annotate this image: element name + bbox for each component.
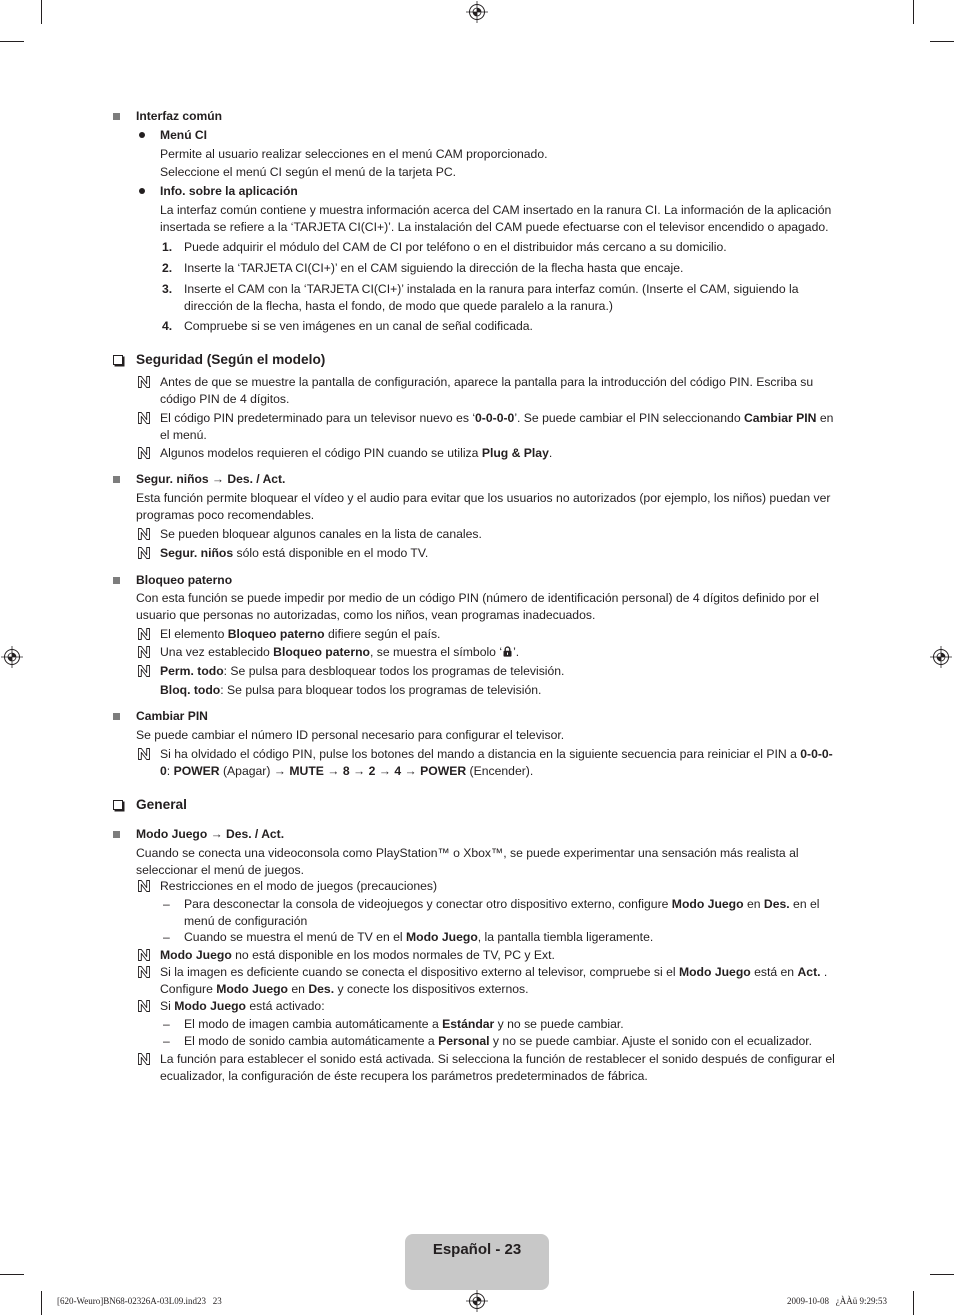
note-text (160, 527, 482, 541)
step-text: Puede adquirir el módulo del CAM de CI por teléfono o en el distribuidor más cercano a su domicilio. (184, 240, 727, 254)
segur-ninos-label: Segur. niños → Des. / Act. (136, 472, 286, 486)
text-run: está en (750, 965, 798, 979)
note-icon (137, 747, 151, 761)
page-number-label: Español - 23 (432, 1241, 522, 1258)
seguridad-heading (0, 352, 838, 369)
note-item (0, 964, 838, 997)
text-run: Una vez establecido (160, 645, 274, 659)
bold-term: 0-0-0-0 (475, 411, 515, 425)
bold-term: Personal (438, 1034, 490, 1048)
bold-term: Modo Juego (678, 965, 751, 979)
bold-term: Modo Juego (160, 948, 232, 962)
square-bullet-icon (113, 476, 120, 483)
bold-term: Modo Juego (671, 897, 744, 911)
text-run: en el menú de configuración (184, 897, 820, 928)
bold-term: Bloq. todo (160, 683, 221, 697)
page-number-tab (405, 1234, 549, 1290)
cambiar-pin-label: Cambiar PIN (136, 709, 208, 723)
bold-term: MUTE (289, 763, 324, 778)
segur-ninos-title (0, 471, 838, 488)
text-run: y no se puede cambiar. (494, 1017, 624, 1031)
step-item (0, 260, 838, 277)
note-text (160, 965, 827, 996)
text-run: El modo de imagen cambia automáticamente a (184, 1017, 443, 1031)
text-run: no está disponible en los modos normales de TV, PC y Ext. (231, 948, 555, 962)
bold-term: 8 (342, 763, 350, 778)
crop-mark-top-left-h (0, 41, 24, 42)
text-run: Cuando se muestra el menú de TV en el (184, 930, 406, 944)
crop-mark-bottom-left-h (0, 1274, 24, 1275)
note-icon (137, 948, 151, 962)
note-text: La función para establecer el sonido está activada. Si selecciona la función de restablecer el sonido después de configurar el ecualizador, la configuración de éste recupera los parámetros predeterminados de fábrica. (160, 1052, 835, 1083)
info-app-label: Info. sobre la aplicación (160, 184, 298, 198)
bold-term: POWER (173, 763, 220, 778)
bold-term: Bloqueo paterno (273, 645, 370, 659)
dash-text (184, 930, 653, 944)
note-icon (137, 411, 151, 425)
bold-term: Estándar (442, 1017, 495, 1031)
text-run: El modo de sonido cambia automáticamente a (184, 1034, 439, 1048)
crop-mark-bottom-left-v (41, 1291, 42, 1315)
crop-mark-bottom-right-v (913, 1291, 914, 1315)
menu-ci-text-2: Seleccione el menú CI según el menú de la tarjeta PC. (160, 165, 457, 179)
note-item (0, 947, 838, 964)
registration-mark-bottom (465, 1289, 489, 1315)
step-number: 3. (162, 282, 173, 296)
note-item (0, 626, 838, 643)
info-app-text: La interfaz común contiene y muestra información acerca del CAM insertado en la ranura CI. La información de la aplicación insertada se refiere a la ‘TARJETA CI(CI+)’. La instalación del CAM puede efectuarse con el televisor encendido o apagado. (160, 203, 832, 234)
step-number: 4. (162, 319, 173, 333)
note-item (0, 526, 838, 543)
note-icon (137, 527, 151, 541)
text-run: en (288, 981, 309, 996)
seguridad-heading-label: Seguridad (Según el modelo) (136, 352, 326, 367)
text-run: → (323, 763, 343, 778)
text-run: en el menú. (160, 411, 834, 442)
checkbox-icon (113, 355, 123, 365)
bold-term: Perm. todo (160, 664, 224, 678)
lock-icon (503, 646, 512, 657)
dash-marker: – (163, 897, 170, 911)
text-run: El elemento (160, 627, 228, 641)
modo-juego-text: Cuando se conecta una videoconsola como PlayStation™ o Xbox™, se puede experimentar una sensación más realista al seleccionar el menú de juegos. (136, 846, 799, 877)
dash-item (0, 896, 838, 929)
note-text (160, 627, 440, 641)
text-run: sólo está disponible en el modo TV. (233, 546, 429, 560)
registration-mark-top (465, 0, 489, 29)
crop-mark-top-right-v (913, 0, 914, 24)
menu-ci-text-1: Permite al usuario realizar selecciones en el menú CAM proporcionado. (160, 147, 548, 161)
dash-marker: – (163, 1017, 170, 1031)
text-run: Si la imagen es deficiente cuando se conecta el dispositivo externo al televisor, compruebe si el (160, 965, 679, 979)
modo-juego-title (0, 826, 838, 843)
info-app-title (0, 183, 838, 200)
dash-text (184, 1034, 812, 1048)
note-text (160, 446, 552, 460)
note-icon (137, 375, 151, 389)
text-run: , la pantalla tiembla ligeramente. (477, 930, 654, 944)
bold-term: 2 (368, 763, 376, 778)
note-icon (137, 965, 151, 979)
dash-item (0, 929, 838, 946)
note-icon (137, 546, 151, 560)
text-run: en (743, 897, 764, 911)
bold-term: Segur. niños (160, 546, 234, 560)
text-run: difiere según el país. (324, 627, 441, 641)
dash-item (0, 1016, 838, 1033)
crop-mark-bottom-right-h (930, 1274, 954, 1275)
modo-juego-label: Modo Juego → Des. / Act. (136, 827, 285, 841)
text-run: : Se pulsa para desbloquear todos los programas de televisión. (223, 664, 565, 678)
note-icon (137, 627, 151, 641)
text-run: . (548, 446, 553, 460)
note-item (0, 878, 838, 895)
step-item (0, 239, 838, 256)
text-run: (Encender). (466, 763, 534, 778)
square-bullet-icon (113, 713, 120, 720)
dash-marker: – (163, 1034, 170, 1048)
menu-ci-label: Menú CI (160, 128, 208, 142)
menu-ci-title (0, 127, 838, 144)
dot-bullet-icon (139, 132, 145, 138)
bloqueo-paterno-text: Con esta función se puede impedir por medio de un código PIN (número de identificación personal) de 4 dígitos definido por el usuario que personas no autorizadas, como los niños, vean programas inadecuados. (136, 591, 819, 622)
step-text: Compruebe si se ven imágenes en un canal de señal codificada. (184, 319, 533, 333)
bold-term: Modo Juego (216, 981, 288, 996)
cambiar-pin-text: Se puede cambiar el número ID personal necesario para configurar el televisor. (136, 728, 565, 742)
note-text (160, 546, 428, 560)
bold-term: Des. (308, 981, 335, 996)
dash-text (184, 1017, 624, 1031)
text-run: y no se puede cambiar. Ajuste el sonido con el ecualizador. (489, 1034, 813, 1048)
crop-mark-top-left-v (41, 0, 42, 24)
square-bullet-icon (113, 831, 120, 838)
step-item (0, 318, 838, 335)
note-item (0, 410, 838, 443)
dash-text (184, 897, 819, 928)
step-number: 2. (162, 261, 173, 275)
note-item (0, 663, 838, 680)
interfaz-comun-title (0, 108, 838, 125)
text-run: → (349, 763, 369, 778)
text-run: El código PIN predeterminado para un televisor nuevo es ‘ (160, 411, 476, 425)
interfaz-comun-label: Interfaz común (136, 109, 223, 123)
dash-marker: – (163, 930, 170, 944)
note-icon (137, 879, 151, 893)
square-bullet-icon (113, 577, 120, 584)
text-run: Algunos modelos requieren el código PIN cuando se utiliza (160, 446, 482, 460)
note-item (0, 1051, 838, 1084)
note-text (160, 999, 325, 1013)
step-item (0, 281, 838, 314)
note-item (0, 746, 838, 779)
crop-mark-top-right-h (930, 41, 954, 42)
bloqueo-paterno-label: Bloqueo paterno (136, 573, 233, 587)
text-run: (Apagar) → (219, 763, 290, 778)
step-text: Inserte el CAM con la ‘TARJETA CI(CI+)’ instalada en la ranura para interfaz común. (Inserte el CAM, siguiendo la dirección de la flecha, hasta el fondo, de modo que quede paralelo a la ranura.) (184, 282, 799, 313)
note-icon (137, 664, 151, 678)
note-text: Restricciones en el modo de juegos (precauciones) (160, 879, 438, 893)
note-item (0, 998, 838, 1015)
note-text (160, 375, 813, 406)
dash-item (0, 1033, 838, 1050)
bold-term: Plug & Play (481, 446, 549, 460)
note-text (160, 747, 833, 778)
step-number: 1. (162, 240, 173, 254)
bloqueo-paterno-title (0, 572, 838, 589)
segur-ninos-text: Esta función permite bloquear el vídeo y el audio para evitar que los usuarios no autorizados (por ejemplo, los niños) puedan ver programas poco recomendables. (136, 491, 831, 522)
text-run: Si ha olvidado el código PIN, pulse los botones del mando a distancia en la siguiente secuencia para reiniciar el PIN a (160, 747, 801, 761)
note-icon (137, 645, 151, 659)
text-run: Para desconectar la consola de videojuegos y conectar otro dispositivo externo, configure (184, 897, 672, 911)
note-text (160, 948, 555, 962)
bold-term: Modo Juego (174, 999, 246, 1013)
note-item (0, 644, 838, 661)
text-run: Antes de que se muestre la pantalla de configuración, aparece la pantalla para la introducción del código PIN. Escriba su código PIN de 4 dígitos. (160, 375, 814, 406)
square-bullet-icon (113, 113, 120, 120)
note-item (0, 445, 838, 462)
note-text (160, 664, 564, 678)
text-run: . Configure (160, 965, 828, 996)
bold-term: 4 (394, 763, 402, 778)
bold-term: Cambiar PIN (744, 411, 817, 425)
checkbox-icon (113, 800, 123, 810)
text-run: está activado: (246, 999, 325, 1013)
dot-bullet-icon (139, 188, 145, 194)
note-icon (137, 446, 151, 460)
text-run: → (401, 763, 421, 778)
text-run: : (166, 763, 174, 778)
bold-term: Des. (763, 897, 790, 911)
slug-file-info: [620-Weuro]BN68-02326A-03L09.ind23 23 (57, 1296, 222, 1306)
bold-term: POWER (420, 763, 467, 778)
note-text (160, 411, 833, 442)
text-run: → (375, 763, 395, 778)
general-heading (0, 797, 838, 814)
general-heading-label: General (136, 797, 187, 812)
note-item (0, 374, 838, 407)
text-run: ’. Se puede cambiar el PIN seleccionando (514, 411, 744, 425)
page-content (0, 108, 954, 1084)
text-run: : Se pulsa para bloquear todos los programas de televisión. (220, 683, 542, 697)
note-text (160, 645, 519, 659)
note-icon (137, 999, 151, 1013)
step-text: Inserte la ‘TARJETA CI(CI+)’ en el CAM siguiendo la dirección de la flecha hasta que encaje. (184, 261, 684, 275)
text-run: , se muestra el símbolo ‘ (369, 645, 503, 659)
text-run: Se pueden bloquear algunos canales en la lista de canales. (160, 527, 482, 541)
bold-term: Bloqueo paterno (227, 627, 325, 641)
cambiar-pin-title (0, 708, 838, 725)
note-item (0, 545, 838, 562)
text-run: y conecte los dispositivos externos. (334, 981, 529, 996)
note-icon (137, 1052, 151, 1066)
bloq-todo-text (0, 682, 838, 699)
bold-term: 0-0-0-0 (160, 747, 833, 778)
text-run: ’. (513, 645, 520, 659)
slug-date-info: 2009-10-08 ¿ÀÀü 9:29:53 (787, 1296, 887, 1306)
text-run: Si (160, 999, 175, 1013)
bold-term: Modo Juego (406, 930, 478, 944)
bold-term: Act. (797, 965, 821, 979)
